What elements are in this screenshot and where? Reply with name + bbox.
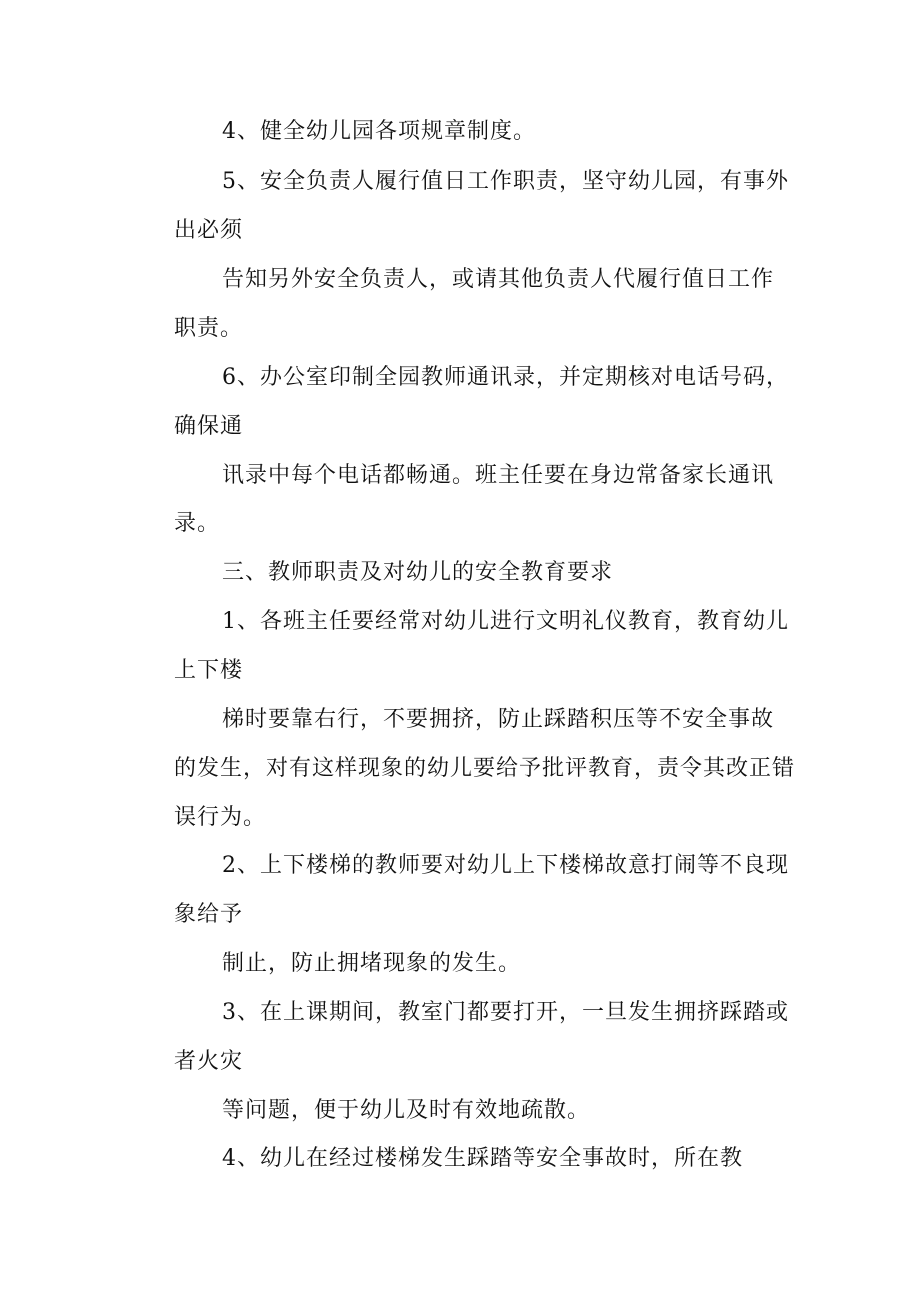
text-line: 告知另外安全负责人，或请其他负责人代履行值日工作 (222, 267, 775, 292)
text-line: 确保通 (174, 414, 244, 439)
text-line: 的发生，对有这样现象的幼儿要给予批评教育，责令其改正错 (174, 756, 796, 781)
text-line: 象给予 (174, 902, 244, 927)
text-line: 5、安全负责人履行值日工作职责，坚守幼儿园，有事外 (222, 169, 789, 194)
text-line: 出必须 (174, 218, 244, 243)
text-line: 3、在上课期间，教室门都要打开，一旦发生拥挤踩踏或 (222, 1000, 789, 1025)
text-line: 4、幼儿在经过楼梯发生踩踏等安全事故时，所在教 (222, 1146, 743, 1171)
text-line: 等问题，便于幼儿及时有效地疏散。 (222, 1098, 591, 1123)
text-line: 误行为。 (174, 805, 267, 830)
section-heading: 三、教师职责及对幼儿的安全教育要求 (222, 560, 614, 585)
text-line: 4、健全幼儿园各项规章制度。 (222, 119, 536, 144)
text-line: 2、上下楼梯的教师要对幼儿上下楼梯故意打闹等不良现 (222, 853, 789, 878)
text-line: 6、办公室印制全园教师通讯录，并定期核对电话号码， (222, 365, 789, 390)
text-line: 录。 (174, 511, 221, 536)
text-line: 1、各班主任要经常对幼儿进行文明礼仪教育，教育幼儿 (222, 609, 789, 634)
text-line: 者火灾 (174, 1049, 244, 1074)
text-line: 上下楼 (174, 658, 244, 683)
text-line: 梯时要靠右行，不要拥挤，防止踩踏积压等不安全事故 (222, 707, 775, 732)
text-line: 讯录中每个电话都畅通。班主任要在身边常备家长通讯 (222, 463, 775, 488)
text-line: 职责。 (174, 316, 244, 341)
text-line: 制止，防止拥堵现象的发生。 (222, 951, 522, 976)
